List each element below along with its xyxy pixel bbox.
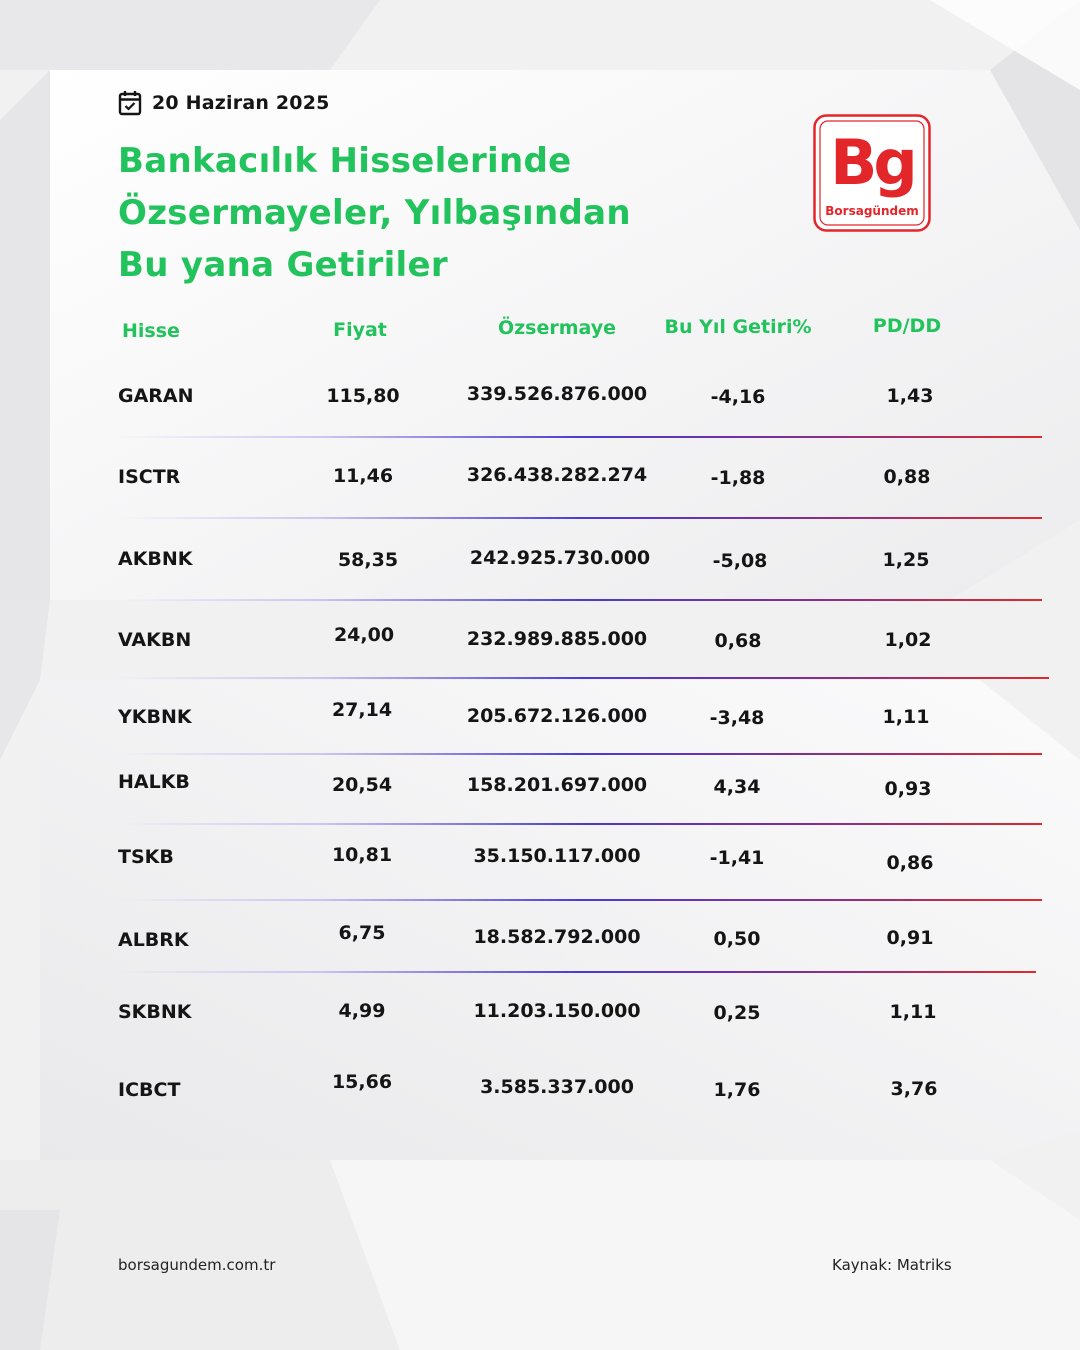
- cell-ozsermaye: 35.150.117.000: [473, 845, 641, 867]
- cell-pddd: 3,76: [890, 1078, 938, 1100]
- row-separator: [118, 517, 1042, 519]
- cell-getiri: 1,76: [713, 1079, 761, 1101]
- cell-fiyat: 6,75: [338, 922, 386, 944]
- cell-pddd: 0,88: [883, 466, 931, 488]
- row-separator: [118, 823, 1042, 825]
- date-label: 20 Haziran 2025: [152, 92, 330, 114]
- cell-ozsermaye: 3.585.337.000: [480, 1076, 634, 1098]
- cell-getiri: 0,50: [713, 928, 761, 950]
- column-header-pddd: PD/DD: [872, 315, 942, 337]
- title-line: Özsermayeler, Yılbaşından: [118, 193, 631, 233]
- cell-getiri: -4,16: [710, 386, 766, 408]
- cell-getiri: 0,25: [713, 1002, 761, 1024]
- cell-ozsermaye: 326.438.282.274: [466, 464, 648, 486]
- row-separator: [118, 677, 1049, 679]
- logo-name: Borsagündem: [825, 204, 919, 218]
- column-header-ozsermaye: Özsermaye: [497, 317, 617, 339]
- row-separator: [118, 599, 1042, 601]
- cell-pddd: 0,91: [886, 927, 934, 949]
- cell-pddd: 1,02: [884, 629, 932, 651]
- cell-pddd: 0,86: [886, 852, 934, 874]
- cell-getiri: -5,08: [712, 550, 768, 572]
- cell-hisse: GARAN: [118, 385, 194, 407]
- cell-fiyat: 115,80: [326, 385, 400, 407]
- cell-fiyat: 58,35: [337, 549, 399, 571]
- cell-ozsermaye: 232.989.885.000: [466, 628, 648, 650]
- cell-hisse: ALBRK: [118, 929, 189, 951]
- row-separator: [118, 899, 1042, 901]
- row-separator: [118, 971, 1036, 973]
- page-title: [118, 135, 718, 291]
- cell-hisse: TSKB: [118, 846, 174, 868]
- cell-hisse: VAKBN: [118, 629, 192, 651]
- cell-ozsermaye: 339.526.876.000: [466, 383, 648, 405]
- cell-hisse: ISCTR: [118, 466, 181, 488]
- cell-ozsermaye: 18.582.792.000: [473, 926, 641, 948]
- title-line: Bu yana Getiriler: [118, 245, 448, 285]
- cell-hisse: SKBNK: [118, 1001, 192, 1023]
- cell-hisse: HALKB: [118, 771, 190, 793]
- cell-getiri: -1,88: [710, 467, 766, 489]
- cell-getiri: -3,48: [709, 707, 765, 729]
- logo-mark: Bg: [830, 126, 914, 199]
- cell-fiyat: 15,66: [331, 1071, 393, 1093]
- footer-source: Kaynak: Matriks: [832, 1256, 952, 1274]
- cell-fiyat: 24,00: [333, 624, 395, 646]
- row-separator: [118, 753, 1042, 755]
- cell-pddd: 1,43: [886, 385, 934, 407]
- cell-hisse: YKBNK: [118, 706, 192, 728]
- cell-hisse: ICBCT: [118, 1079, 181, 1101]
- borsagundem-logo: [813, 114, 931, 232]
- cell-fiyat: 11,46: [332, 465, 394, 487]
- row-separator: [118, 436, 1042, 438]
- cell-getiri: 0,68: [714, 630, 762, 652]
- calendar-icon: [118, 90, 142, 116]
- cell-ozsermaye: 158.201.697.000: [466, 774, 648, 796]
- footer-website: borsagundem.com.tr: [118, 1256, 276, 1274]
- cell-fiyat: 27,14: [331, 699, 393, 721]
- cell-ozsermaye: 242.925.730.000: [469, 547, 651, 569]
- column-header-getiri: Bu Yıl Getiri%: [664, 316, 812, 338]
- title-line: Bankacılık Hisselerinde: [118, 141, 572, 181]
- column-header-hisse: Hisse: [122, 320, 180, 342]
- cell-pddd: 1,11: [889, 1001, 937, 1023]
- date-row: [118, 88, 330, 118]
- cell-pddd: 0,93: [884, 778, 932, 800]
- cell-fiyat: 20,54: [331, 774, 393, 796]
- cell-hisse: AKBNK: [118, 548, 193, 570]
- cell-getiri: -1,41: [709, 847, 765, 869]
- cell-ozsermaye: 205.672.126.000: [466, 705, 648, 727]
- cell-ozsermaye: 11.203.150.000: [473, 1000, 641, 1022]
- cell-fiyat: 4,99: [338, 1000, 386, 1022]
- cell-getiri: 4,34: [713, 776, 761, 798]
- cell-fiyat: 10,81: [331, 844, 393, 866]
- cell-pddd: 1,25: [882, 549, 930, 571]
- cell-pddd: 1,11: [882, 706, 930, 728]
- column-header-fiyat: Fiyat: [333, 319, 387, 341]
